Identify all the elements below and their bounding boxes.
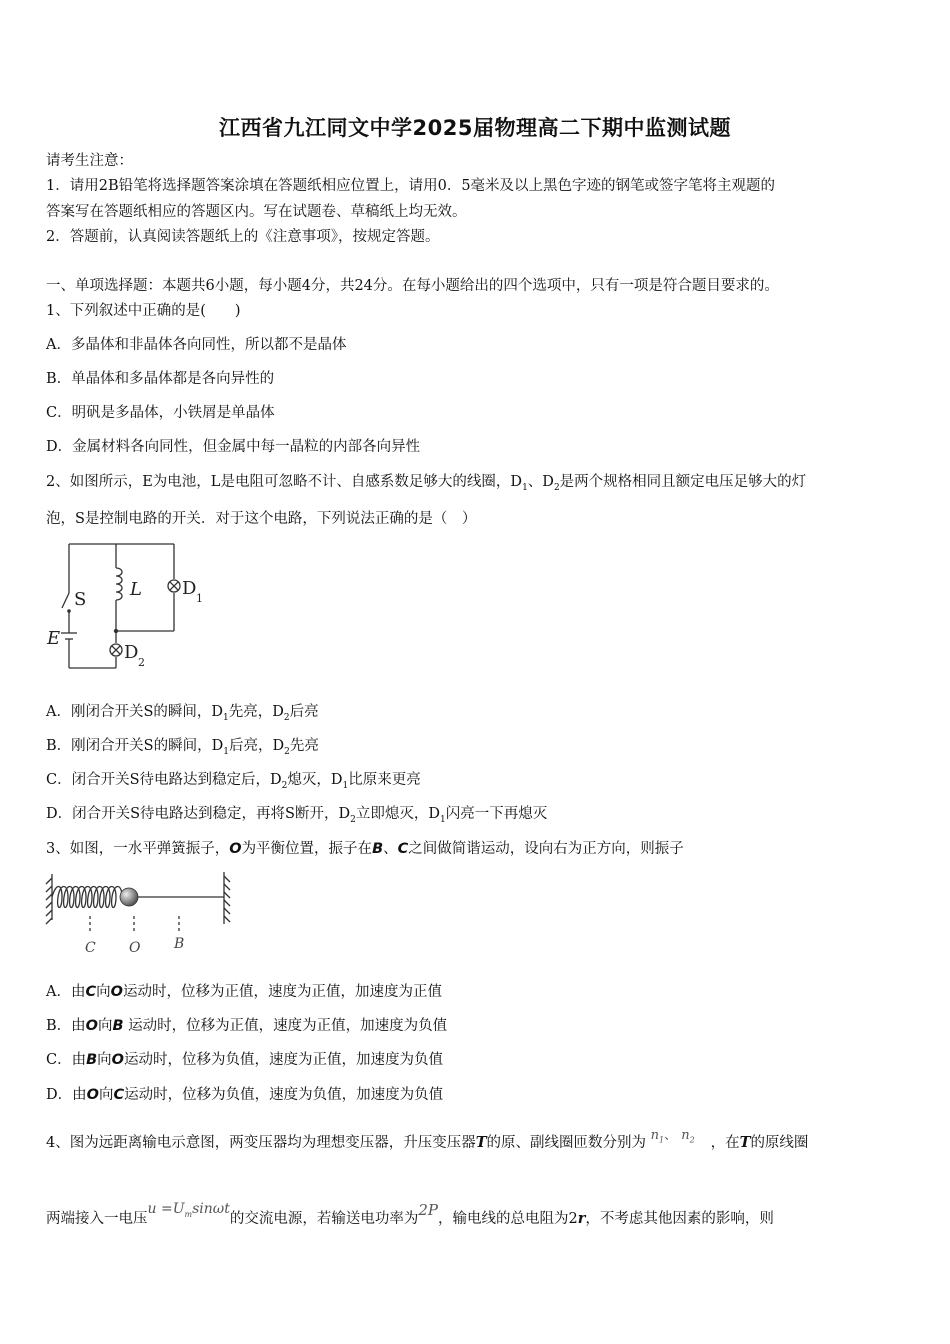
notice-line-2: 答案写在答题纸相应的答题区内。写在试题卷、草稿纸上均无效。	[46, 204, 467, 220]
q2-stem-part-a: 2、如图所示，E为电池，L是电阻可忽略不计、自感系数足够大的线圈，D	[46, 474, 523, 490]
q3-fig-label-o: O	[129, 940, 141, 956]
q3-option-b: B．由O向B 运动时，位移为正值，速度为正值，加速度为负值	[46, 1018, 448, 1034]
q4-voltage-formula: $u =U_m\sin\omega t$	[147, 1201, 230, 1219]
q2-option-b: B．刚闭合开关S的瞬间，$D_1$后亮，$D_2$先亮	[46, 738, 319, 757]
q4-n1-n2-formula: $n_1$、 $n_2$	[650, 1128, 695, 1145]
q4-line-1: 4、图为远距离输电示意图，两变压器均为理想变压器，升压变压器T的原、副线圈匝数分别为 $n_1$、 $n_2$ ，在T的原线圈	[46, 1128, 809, 1151]
notice-line-3: 2．答题前，认真阅读答题纸上的《注意事项》，按规定答题。	[46, 229, 440, 245]
q2-option-d: D．闭合开关S待电路达到稳定，再将S断开，$D_2$立即熄灭，$D_1$闪亮一下再熄灭	[46, 806, 548, 825]
notice-heading: 请考生注意：	[46, 153, 133, 169]
q1-option-a: A．多晶体和非晶体各向同性，所以都不是晶体	[46, 337, 347, 353]
q2-stem-sub-2: 2	[553, 482, 560, 493]
q2-fig-label-d1: D	[182, 578, 197, 599]
q3-option-d: D．由O向C运动时，位移为负值，速度为负值，加速度为负值	[46, 1087, 444, 1103]
q2-fig-label-s: S	[74, 589, 87, 610]
q2-fig-label-d2: D	[124, 642, 139, 663]
q2-stem-part-c: 是两个规格相同且额定电压足够大的灯	[559, 474, 807, 490]
q2-fig-label-e: E	[47, 628, 61, 649]
q1-stem: 1、下列叙述中正确的是( )	[46, 303, 241, 319]
q2-stem-line-2: 泡，S是控制电路的开关．对于这个电路，下列说法正确的是（ ）	[46, 511, 477, 527]
q2-fig-label-l: L	[130, 579, 142, 600]
q2-stem-line-1	[46, 472, 806, 498]
q2-option-a: A．刚闭合开关S的瞬间，$D_1$先亮，$D_2$后亮	[46, 704, 319, 723]
q3-fig-label-b: B	[174, 936, 185, 952]
q1-option-b: B．单晶体和多晶体都是各向异性的	[46, 371, 275, 387]
q3-option-c: C．由B向O运动时，位移为负值，速度为正值，加速度为负值	[46, 1052, 443, 1068]
page-title: 江西省九江同文中学2025届物理高二下期中监测试题	[219, 116, 731, 140]
q4-line-2: 两端接入一电压$u =U_m\sin\omega t$的交流电源，若输送电功率为2P，输电线的总电阻为2r，不考虑其他因素的影响，则	[46, 1201, 774, 1227]
q4-power-formula: 2P	[418, 1201, 438, 1219]
section-1-heading: 一、单项选择题：本题共6小题，每小题4分，共24分。在每小题给出的四个选项中，只有一项是符合题目要求的。	[46, 278, 779, 294]
q2-stem-sub-1: 1	[522, 482, 528, 493]
q3-fig-label-c: C	[85, 940, 96, 956]
notice-line-1: 1．请用2B铅笔将选择题答案涂填在答题纸相应位置上，请用0．5毫米及以上黑色字迹的钢笔或签字笔将主观题的	[46, 178, 776, 194]
q1-option-c: C．明矾是多晶体，小铁屑是单晶体	[46, 405, 275, 421]
q2-circuit-diagram	[44, 538, 214, 678]
q3-spring-oscillator-diagram	[44, 868, 239, 960]
q2-fig-label-d1-sub: 1	[196, 592, 203, 605]
q3-stem: 3、如图，一水平弹簧振子，O为平衡位置，振子在B、C之间做简谐运动，设向右为正方向，则振子	[46, 841, 684, 857]
q3-option-a: A．由C向O运动时，位移为正值，速度为正值，加速度为正值	[46, 984, 442, 1000]
q2-option-c: C．闭合开关S待电路达到稳定后，$D_2$熄灭，$D_1$比原来更亮	[46, 772, 421, 791]
q2-stem-part-b: 、D	[527, 474, 554, 490]
q2-fig-label-d2-sub: 2	[138, 656, 145, 669]
q1-option-d: D．金属材料各向同性，但金属中每一晶粒的内部各向异性	[46, 439, 421, 455]
